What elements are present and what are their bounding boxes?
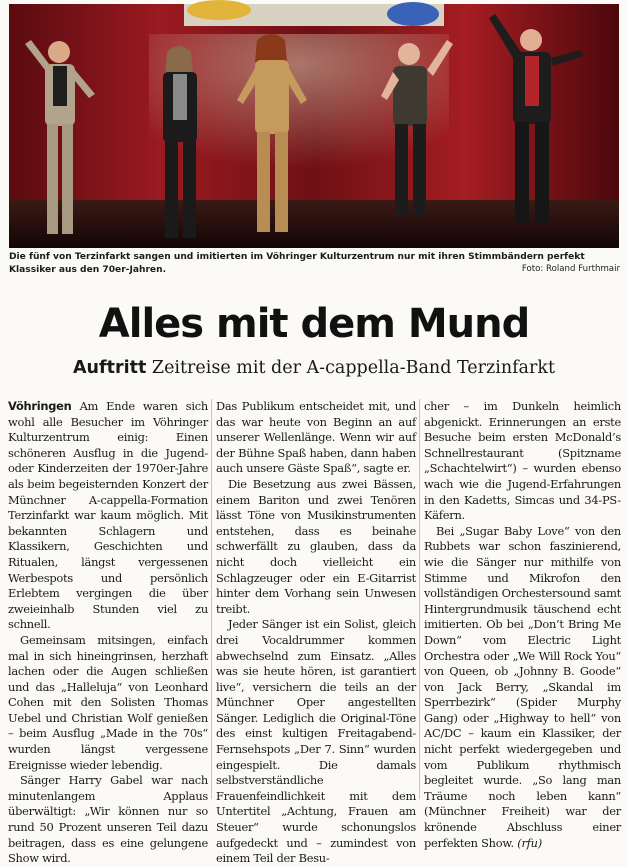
paragraph-text: Bei „Sugar Baby Love“ von den Rubbets war schon faszinierend, wie die Sänger nur mithilfe von Stimme und Mikrofon den vollständigen Orchestersound samt Hintergrundmusik täuschend echt imitierten. Ob bei „Don’t Bring Me Down“ vom Electric Light Orchestra oder „We Will Rock You“ von Queen, ob „Johnny B. Goode“ von Jack Berry, „Skandal im Sperrbezirk“ (Spider Murphy Gang) oder „Highway to hell“ von AC/DC – kaum ein Klassiker, der nicht perfekt wiedergegeben und vom Publikum rhythmisch begleitet wurde. „So lang man Träume noch leben kann“ (Münchner Freiheit) war der krönende Abschluss einer perfekten Show. xyxy=(424,523,621,850)
paragraph-text: Am Ende waren sich wohl alle Besucher im Vöhringer Kulturzentrum einig: Einen schöneren Ausflug in die Jugend- oder Kinderzeiten der 1970er-Jahre als beim begeisternden Konzert der Münchner A-cappella-Formation Terzinfarkt war kaum möglich. Mit bekannten Schlagern und Klassikern, Geschichten und Ritualen, längst vergessenen Werbespots und persönlich Erlebtem vergingen die über zweieinhalb Stunden viel zu schnell. xyxy=(8,399,209,632)
article-paragraph xyxy=(8,399,208,633)
article-paragraph: Das Publikum entscheidet mit, und das war heute von Beginn an auf unserer Wellenlänge. Wenn wir auf der Bühne Spaß haben, dann haben auch unsere Gäste Spaß“, sagte er. xyxy=(216,399,416,476)
screen-graphic-yellow xyxy=(187,0,251,20)
headline: Alles mit dem Mund xyxy=(98,301,530,347)
column-divider xyxy=(419,399,420,799)
concert-photo xyxy=(9,4,619,248)
article-paragraph xyxy=(424,524,621,851)
article-column-1 xyxy=(8,399,209,866)
article-column-2 xyxy=(216,399,416,866)
photo-credit: Foto: Roland Furthmair xyxy=(521,264,620,274)
article-paragraph: Sänger Harry Gabel war nach minutenlangem Applaus überwältigt: „Wir können nur so rund 50 Prozent unseren Teil dazu beitragen, dass es eine gelungene Show wird. xyxy=(8,773,208,866)
subheadline-kicker: Auftritt xyxy=(72,358,147,378)
article-paragraph: Gemeinsam mitsingen, einfach mal in sich hineingrinsen, herzhaft lachen oder die Augen schließen und das „Halleluja“ von Leonhard Cohen mit den Solisten Thomas Uebel und Christian Wolf genießen – beim Ausflug „Made in the 70s“ wurden längst vergessene Ereignisse wieder lebendig. xyxy=(8,632,208,772)
subheadline xyxy=(0,356,628,380)
article-column-3 xyxy=(424,399,621,850)
subheadline-text: Zeitreise mit der A-cappella-Band Terzinfarkt xyxy=(151,358,555,378)
column-divider xyxy=(211,399,212,799)
author-initials: (rfu) xyxy=(517,835,542,850)
article-paragraph: Jeder Sänger ist ein Solist, gleich drei Vocaldrummer kommen abwechselnd zum Einsatz. „Alles was sie heute hören, ist garantiert live“, versichern die teils an der Münchner Oper angestellten Sänger. Lediglich die Original-Töne des einst kultigen Freitagabend-Fernsehspots „Der 7. Sinn“ wurden eingespielt. Die damals selbstverständliche Frauenfeindlichkeit mit dem Untertitel „Achtung, Frauen am Steuer“ wurde schonungslos aufgedeckt und – zumindest von einem Teil der Besu- xyxy=(216,617,416,866)
dateline: Vöhringen xyxy=(8,399,72,413)
stage-illustration xyxy=(9,4,619,248)
screen-graphic-blue xyxy=(387,2,439,26)
photo-caption: Die fünf von Terzinfarkt sangen und imitierten im Vöhringer Kulturzentrum nur mit ihren Stimmbändern perfekt Klassiker aus den 70er-Jahren. xyxy=(9,252,585,275)
article-paragraph: cher – im Dunkeln heimlich abgenickt. Erinnerungen an erste Besuche beim ersten McDonald’s Schnellrestaurant (Spitzname „Schachtelwirt“) – wurden ebenso wach wie die Jugend-Erfahrungen in den Kadetts, Simcas und 34-PS-Käfern. xyxy=(424,399,621,523)
article-paragraph: Die Besetzung aus zwei Bässen, einem Bariton und zwei Tenören lässt Töne von Musikinstrumenten entstehen, dass es beinahe schwerfällt zu glauben, dass da nicht doch vielleicht ein Schlagzeuger oder ein E-Gitarrist hinter dem Vorhang sein Unwesen treibt. xyxy=(216,476,416,616)
